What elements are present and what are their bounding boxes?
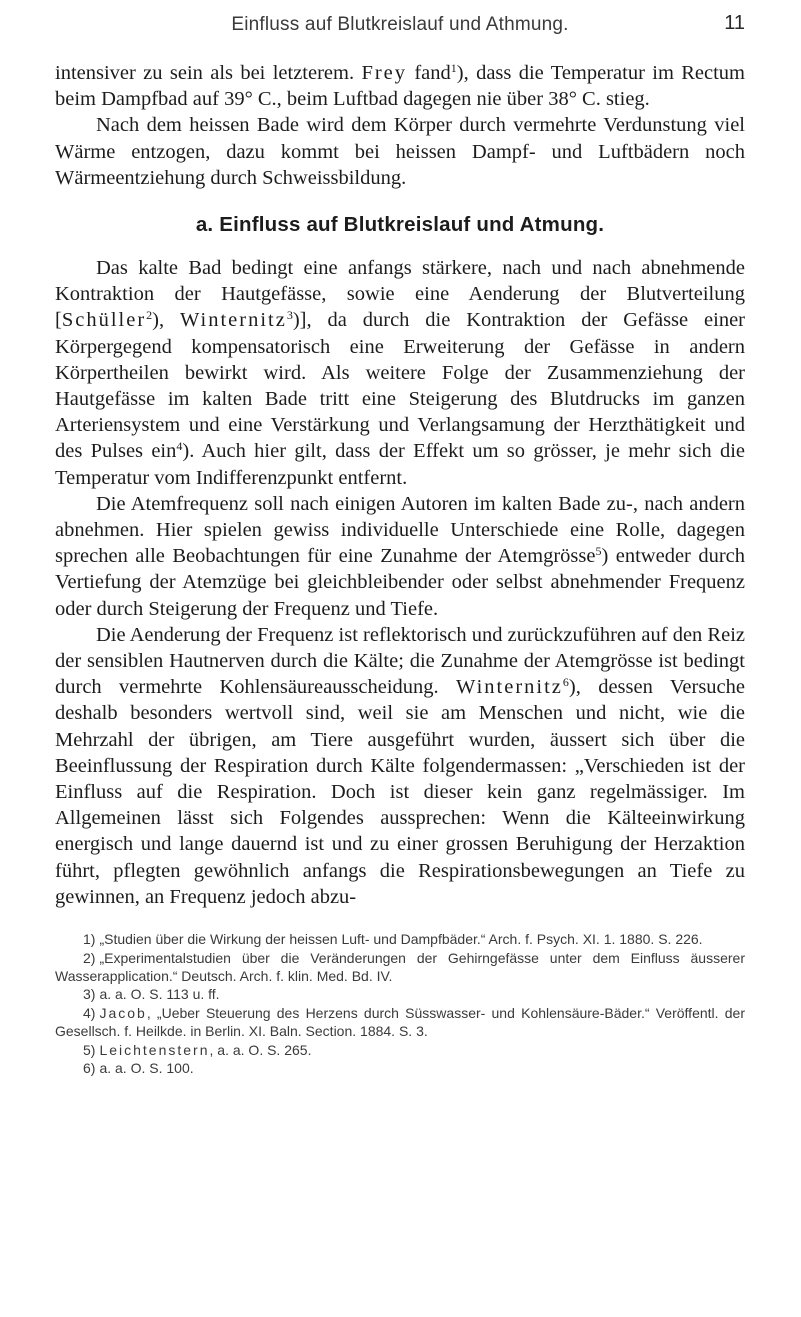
footnote: [55, 1059, 745, 1077]
author-name: Winternitz: [180, 309, 287, 332]
text-run: ), dessen Versuche deshalb besonders wertvoll sind, weil sie am Menschen und nicht, wie die Mehrzahl der übrigen, am Tiere ausgeführt wurden, äussert sich über die Beeinflussung der Respiration durch Kälte folgendermassen: „Verschieden ist der Einfluss auf die Respiration. Doch ist dieser kein ganz regelmässiger. Im Allgemeinen lässt sich Folgendes aussprechen: Wenn die Kälteeinwirkung energisch und lange dauernd ist und zu einer grossen Beruhigung der Herzaktion führt, pflegten gewöhnlich anfangs die Respirationsbewegungen an Tiefe zu gewinnen, an Frequenz jedoch abzu-: [55, 676, 745, 908]
text-run: Das kalte Bad bedingt eine anfangs stärkere, nach und nach abnehmende Kontraktion der Hautgefässe, sowie eine Aenderung der Blutverteilung [: [55, 257, 745, 332]
text-run: Die Aenderung der Frequenz ist reflektorisch und zurückzuführen auf den Reiz der sensiblen Hautnerven durch die Kälte; die Zunahme der Atemgrösse ist bedingt durch vermehrte Kohlensäureausscheidung.: [55, 623, 745, 699]
body-text: [55, 60, 745, 910]
footnote: [55, 985, 745, 1003]
author-name: Winternitz: [456, 676, 563, 699]
footnote-text: „Studien über die Wirkung der heissen Luft- und Dampfbäder.“ Arch. f. Psych. XI. 1. 1880. S. 226.: [99, 931, 703, 948]
footnote-text: , a. a. O. S. 265.: [209, 1041, 312, 1058]
footnote: [55, 930, 745, 948]
footnote-ref[interactable]: 2: [146, 308, 153, 323]
author-name: Jacob: [99, 1004, 147, 1021]
page-number: 11: [724, 12, 745, 34]
footnote-ref[interactable]: 3: [286, 308, 293, 323]
footnote-text: a. a. O. S. 100.: [99, 1059, 194, 1076]
footnote-number: 6): [83, 1059, 96, 1076]
section-heading: a. Einfluss auf Blutkreislauf und Atmung.: [195, 213, 605, 237]
text-run: intensiver zu sein als bei letzterem.: [55, 62, 362, 84]
running-title: Einfluss auf Blutkreislauf und Athmung.: [231, 14, 569, 35]
text-run: ) entweder durch Vertiefung der Atemzüge bei gleichbleibender oder selbst abnehmender Frequenz oder durch Steigerung der Frequenz und Tiefe.: [55, 545, 745, 620]
text-run: ). Auch hier gilt, dass der Effekt um so grösser, je mehr sich die Temperatur vom Indifferenzpunkt entfernt.: [55, 440, 745, 489]
text-run: Die Atemfrequenz soll nach einigen Autoren im kalten Bade zu-, nach andern abnehmen. Hier spielen gewiss individuelle Unterschiede eine Rolle, dagegen sprechen alle Beobachtungen für eine Zunahme der Atemgrösse: [55, 492, 745, 568]
text-run: )], da durch die Kontraktion der Gefässe einer Körpergegend kompensatorisch eine Erweiterung der Gefässe in andern Körpertheilen bewirkt wird. Als weitere Folge der Zusammenziehung der Hautgefässe im kalten Bade tritt eine Steigerung des Blutdrucks im ganzen Arteriensystem und eine Verstärkung und Verlangsamung der Herzthätigkeit und des Pulses ein: [55, 309, 745, 463]
author-name: Frey: [361, 62, 408, 84]
footnotes: [55, 930, 745, 1077]
document-page: [55, 0, 745, 1077]
footnote-ref[interactable]: 6: [562, 675, 569, 690]
paragraph: [55, 622, 745, 910]
footnote-number: 5): [83, 1041, 96, 1058]
footnote-text: a. a. O. S. 113 u. ff.: [99, 986, 220, 1003]
paragraph: [55, 491, 745, 622]
author-name: Leichtenstern: [99, 1041, 210, 1058]
paragraph-continued: [55, 60, 745, 112]
text-run: ), dass die Temperatur im Rectum beim Dampfbad auf 39° C., beim Luftbad dagegen nie über 38° C. stieg.: [55, 62, 745, 111]
footnote-number: 1): [83, 931, 96, 948]
text-run: ),: [152, 309, 180, 332]
page-header: [55, 0, 745, 44]
paragraph: Nach dem heissen Bade wird dem Körper durch vermehrte Verdunstung viel Wärme entzogen, dazu kommt bei heissen Dampf- und Luftbädern noch Wärmeentziehung durch Schweissbildung.: [55, 114, 745, 189]
footnote-ref[interactable]: 4: [176, 439, 183, 454]
text-run: fand: [407, 62, 451, 84]
footnote-ref[interactable]: 1: [450, 61, 457, 75]
footnote-number: 2): [83, 949, 96, 966]
footnote-number: 4): [83, 1004, 96, 1021]
footnote: [55, 949, 745, 986]
author-name: Schüller: [61, 309, 147, 332]
footnote-text: „Experimentalstudien über die Veränderungen der Gehirngefässe unter dem Einfluss äusserer Wasserapplication.“ Deutsch. Arch. f. klin. Med. Bd. IV.: [55, 949, 745, 984]
footnote: [55, 1041, 745, 1059]
footnote-number: 3): [83, 986, 96, 1003]
footnote-text: , „Ueber Steuerung des Herzens durch Süsswasser- und Kohlensäure-Bäder.“ Veröffentl. der Gesellsch. f. Heilkde. in Berlin. XI. Baln. Section. 1884. S. 3.: [55, 1004, 745, 1040]
footnote: [55, 1004, 745, 1041]
paragraph: [55, 255, 745, 491]
footnote-ref[interactable]: 5: [595, 544, 602, 559]
